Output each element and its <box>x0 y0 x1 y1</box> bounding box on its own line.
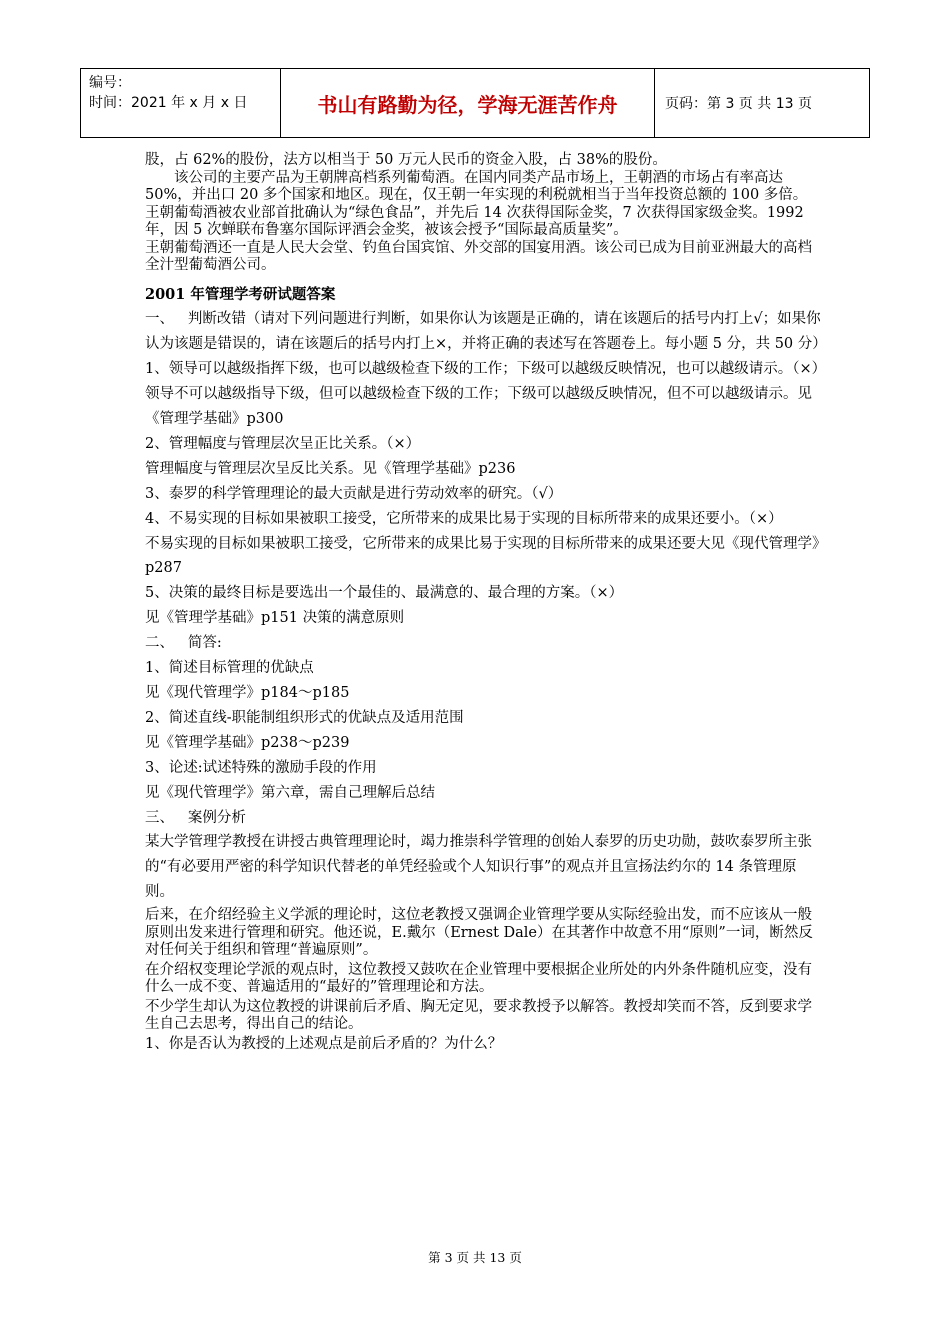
section-3-title: 三、 案例分析 <box>145 809 246 826</box>
short-question-1: 1、简述目标管理的优缺点 <box>145 660 314 677</box>
paragraph-intro-1: 股，占 62%的股份，法方以相当于 50 万元人民币的资金入股，占 38%的股份。 <box>145 152 667 168</box>
short-question-3: 3、论述:试述特殊的激励手段的作用 <box>145 759 377 776</box>
case-paragraph-4: 不少学生却认为这位教授的讲课前后矛盾、胸无定见，要求教授予以解答。教授却笑而不答，反到要求学生自己去思考，得出自己的结论。 <box>145 998 812 1033</box>
answer-1: 领导不可以越级指导下级，但可以越级检查下级的工作；下级可以越级反映情况，但不可以越级请示。见《管理学基础》p300 <box>145 386 812 428</box>
question-1: 1、领导可以越级指挥下级，也可以越级检查下级的工作；下级可以越级反映情况，也可以越级请示。（×） <box>145 361 827 378</box>
paragraph-intro-3: 王朝葡萄酒被农业部首批确认为“绿色食品”，并先后 14 次获得国际金奖，7 次获得国家级金奖。1992 年，因 5 次蝉联布鲁塞尔国际评酒会金奖，被该会授予“国际最高质量奖”。 <box>145 204 809 238</box>
page-footer: 第 3 页 共 13 页 <box>428 1250 522 1265</box>
case-paragraph-2: 后来，在介绍经验主义学派的理论时，这位老教授又强调企业管理学要从实际经验出发，而不应该从一般原则出发来进行管理和研究。他还说，E.戴尔（Ernest Dale）在其著作中故意不用“原则”一词，断然反对任何关于组织和管理“普遍原则”。 <box>145 907 813 959</box>
case-question-1: 1、你是否认为教授的上述观点是前后矛盾的？为什么？ <box>145 1035 503 1052</box>
page-header <box>80 68 870 138</box>
question-2: 2、管理幅度与管理层次呈正比关系。（×） <box>145 435 421 452</box>
answer-4: 不易实现的目标如果被职工接受，它所带来的成果比易于实现的目标所带来的成果还要大见《现代管理学》p287 <box>145 535 820 577</box>
header-page-number: 页码：第 3 页 共 13 页 <box>665 96 812 112</box>
question-4: 4、不易实现的目标如果被职工接受，它所带来的成果比易于实现的目标所带来的成果还要小。（×） <box>145 510 783 527</box>
short-answer-3: 见《现代管理学》第六章，需自己理解后总结 <box>145 784 435 801</box>
document-number-label: 编号： <box>89 75 131 91</box>
short-answer-1: 见《现代管理学》p184～p185 <box>145 685 350 701</box>
case-paragraph-3: 在介绍权变理论学派的观点时，这位教授又鼓吹在企业管理中要根据企业所处的内外条件随机应变，没有什么一成不变、普遍适用的“最好的”管理理论和方法。 <box>145 961 812 996</box>
section-2-title: 二、 简答: <box>145 635 222 652</box>
section-1-title: 一、 判断改错（请对下列问题进行判断，如果你认为该题是正确的，请在该题后的括号内打上√；如果你认为该题是错误的，请在该题后的括号内打上×，并将正确的表述写在答题卷上。每小题 5 分，共 50 分） <box>145 311 827 353</box>
answer-2: 管理幅度与管理层次呈反比关系。见《管理学基础》p236 <box>145 460 516 477</box>
document-time-label: 时间：2021 年 x 月 x 日 <box>89 95 248 111</box>
short-question-2: 2、简述直线-职能制组织形式的优缺点及适用范围 <box>145 709 464 726</box>
answer-5: 见《管理学基础》p151 决策的满意原则 <box>145 610 405 627</box>
paragraph-intro-2: 该公司的主要产品为王朝牌高档系列葡萄酒。在国内同类产品市场上，王朝酒的市场占有率高达 50%，并出口 20 多个国家和地区。现在，仅王朝一年实现的利税就相当于当年投资总额的 100 多倍。 <box>145 169 808 203</box>
short-answer-2: 见《管理学基础》p238～p239 <box>145 734 350 751</box>
document-body <box>145 152 825 1053</box>
question-5: 5、决策的最终目标是要选出一个最佳的、最满意的、最合理的方案。（×） <box>145 585 624 602</box>
paragraph-intro-4: 王朝葡萄酒还一直是人民大会堂、钓鱼台国宾馆、外交部的国宴用酒。该公司已成为目前亚洲最大的高档全汁型葡萄酒公司。 <box>145 239 812 273</box>
header-meta <box>81 69 281 137</box>
section-heading: 2001 年管理学考研试题答案 <box>145 285 336 303</box>
question-3: 3、泰罗的科学管理理论的最大贡献是进行劳动效率的研究。（√） <box>145 485 563 502</box>
header-motto: 书山有路勤为径，学海无涯苦作舟 <box>281 69 655 137</box>
case-paragraph-1: 某大学管理学教授在讲授古典管理理论时，竭力推崇科学管理的创始人泰罗的历史功勋，鼓吹泰罗所主张的“有必要用严密的科学知识代替老的单凭经验或个人知识行事”的观点并且宣扬法约尔的 14 条管理原则。 <box>145 834 812 901</box>
